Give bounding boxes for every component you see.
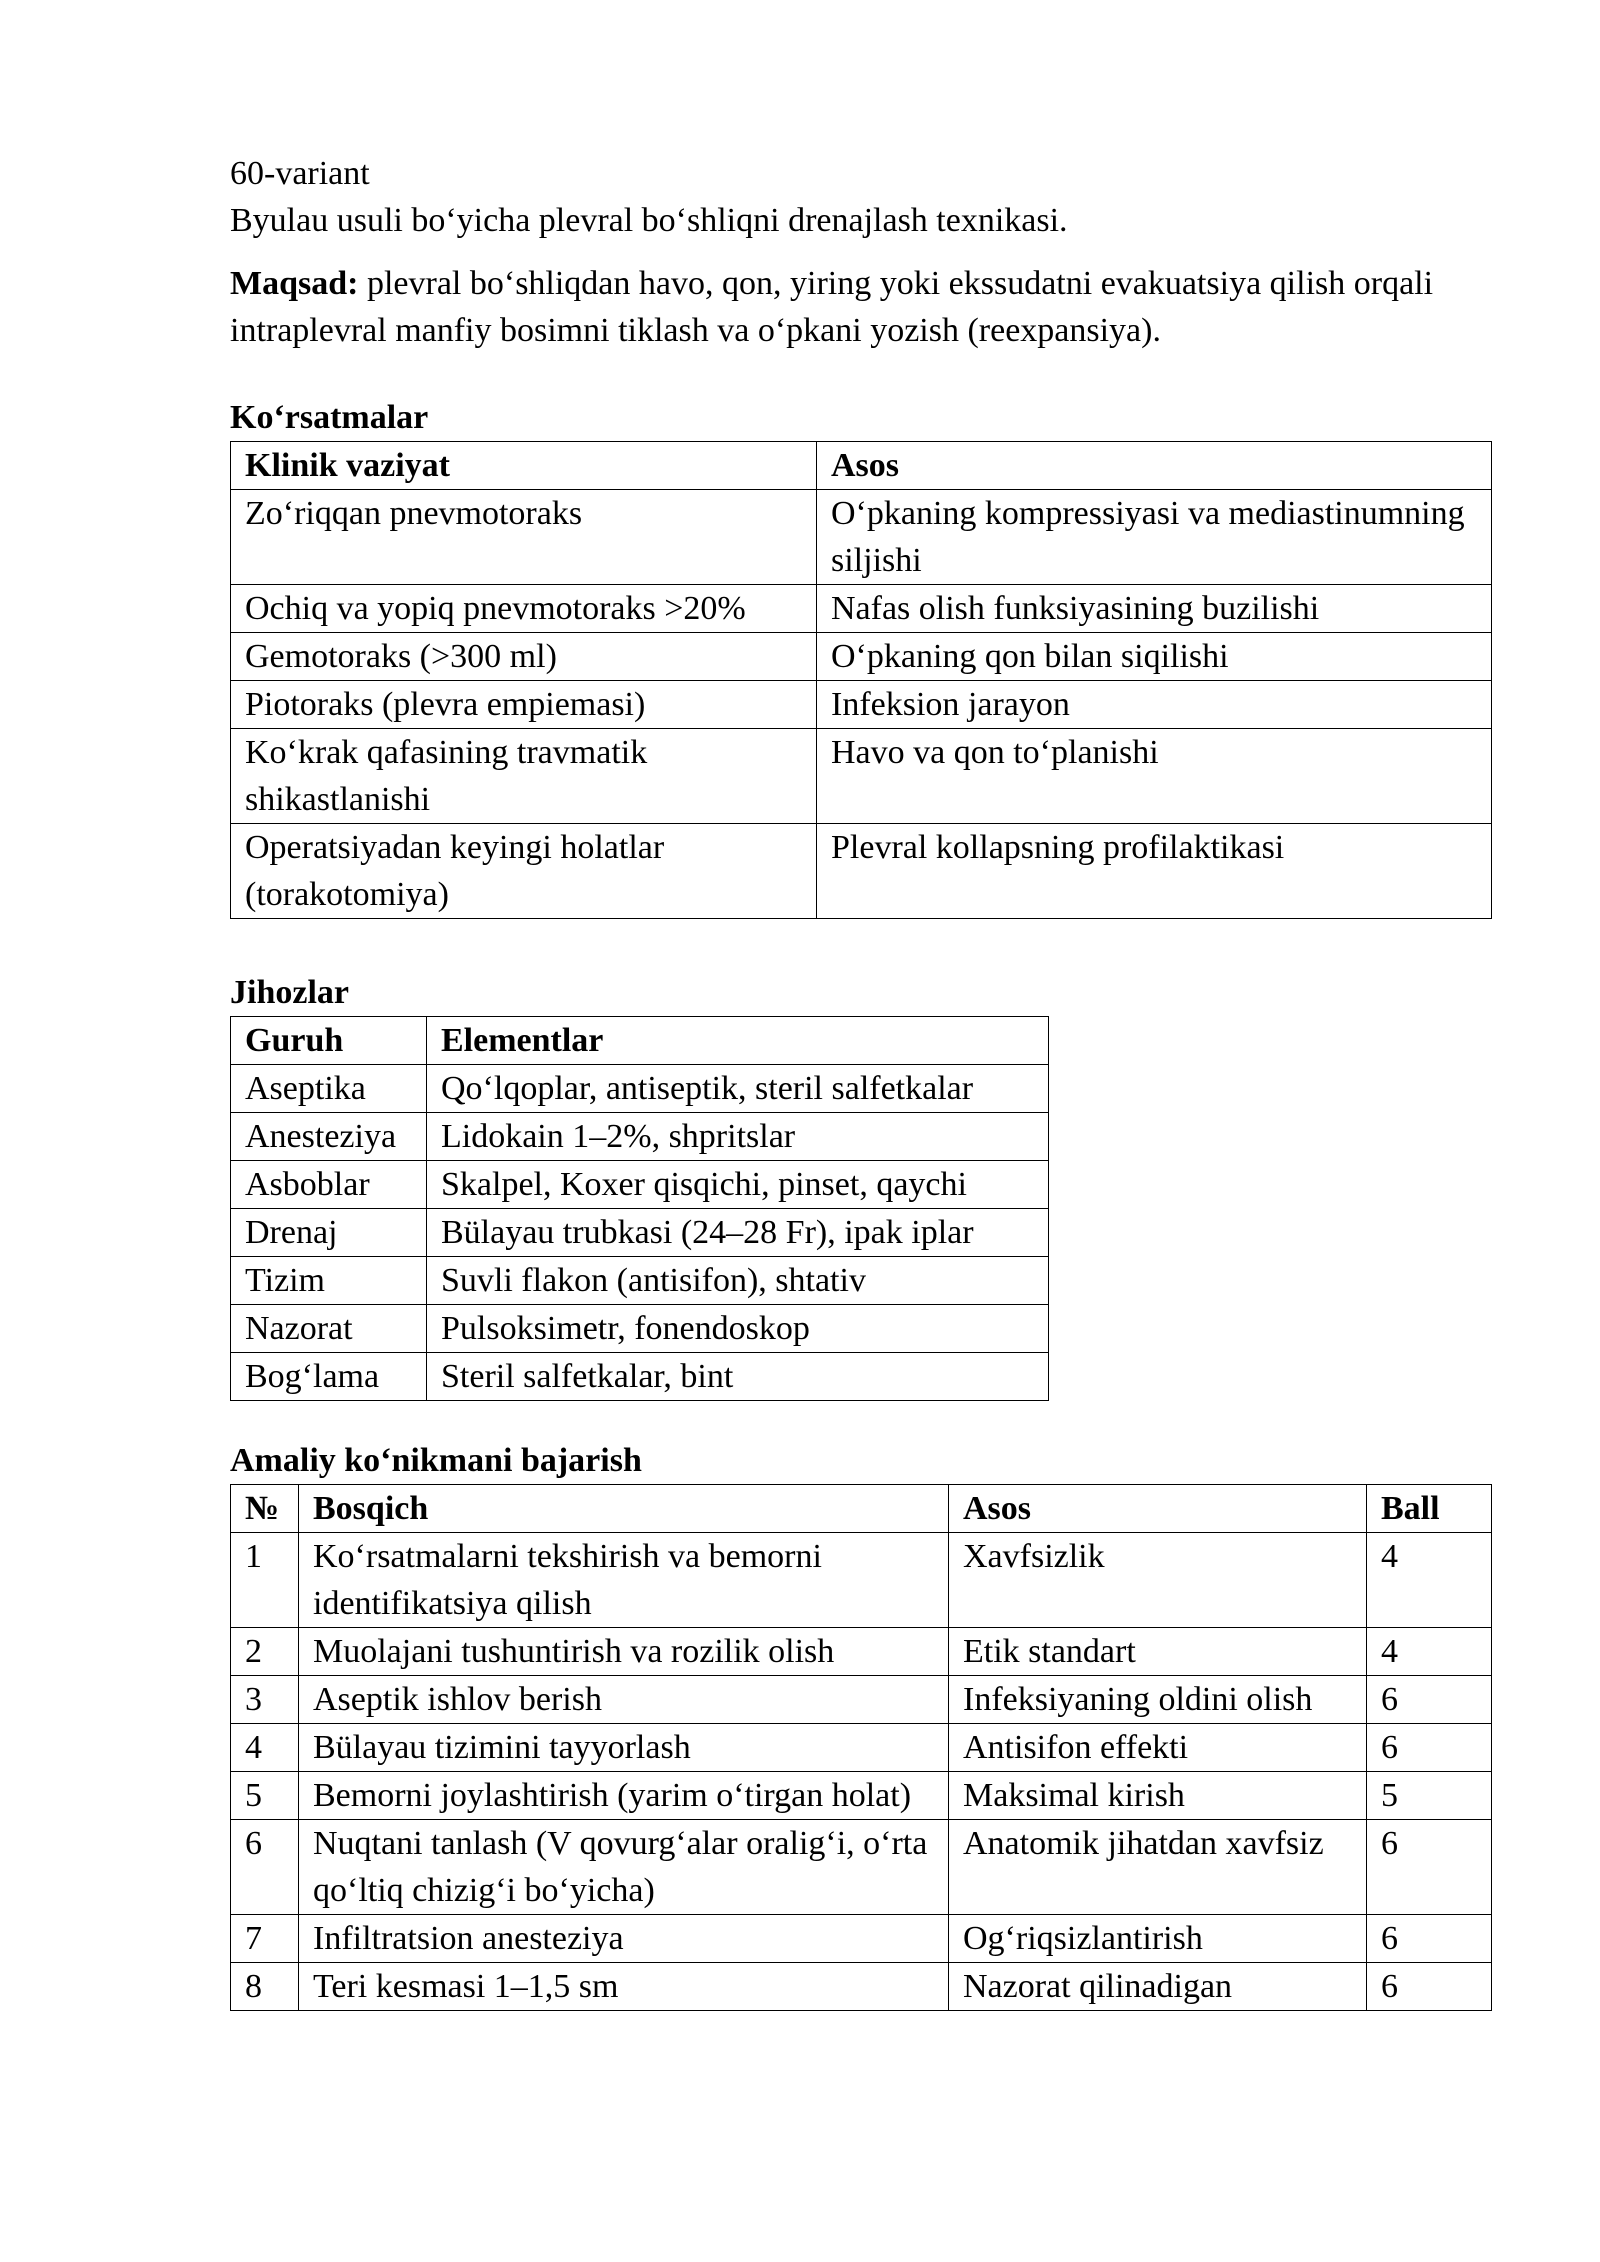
equipment-cell: Bülayau trubkasi (24–28 Fr), ipak iplar [427, 1209, 1049, 1257]
procedure-cell: 6 [1367, 1963, 1492, 2011]
indications-cell: Piotoraks (plevra empiemasi) [231, 681, 817, 729]
procedure-row [231, 1724, 1492, 1772]
equipment-row [231, 1113, 1049, 1161]
document-page [230, 150, 1490, 2011]
procedure-cell: 6 [1367, 1724, 1492, 1772]
procedure-cell: 6 [231, 1820, 299, 1915]
equipment-cell: Drenaj [231, 1209, 427, 1257]
procedure-header-cell: № [231, 1485, 299, 1533]
procedure-cell: Maksimal kirish [949, 1772, 1367, 1820]
procedure-cell: Nuqtani tanlash (V qovurg‘alar oralig‘i, o‘rta qo‘ltiq chizig‘i bo‘yicha) [299, 1820, 949, 1915]
equipment-header-cell: Guruh [231, 1017, 427, 1065]
procedure-row [231, 1820, 1492, 1915]
procedure-cell: 8 [231, 1963, 299, 2011]
equipment-row [231, 1209, 1049, 1257]
equipment-row [231, 1305, 1049, 1353]
equipment-title: Jihozlar [230, 974, 349, 1011]
variant-number: 60-variant [230, 155, 370, 192]
equipment-cell: Pulsoksimetr, fonendoskop [427, 1305, 1049, 1353]
procedure-cell: Bülayau tizimini tayyorlash [299, 1724, 949, 1772]
equipment-table [230, 1016, 1049, 1401]
indications-title: Ko‘rsatmalar [230, 399, 429, 436]
goal-paragraph [230, 260, 1490, 354]
procedure-row [231, 1628, 1492, 1676]
procedure-row [231, 1963, 1492, 2011]
equipment-cell: Skalpel, Koxer qisqichi, pinset, qaychi [427, 1161, 1049, 1209]
procedure-cell: Anatomik jihatdan xavfsiz [949, 1820, 1367, 1915]
equipment-cell: Bog‘lama [231, 1353, 427, 1401]
procedure-cell: 4 [1367, 1533, 1492, 1628]
indications-header-cell: Asos [817, 442, 1492, 490]
procedure-cell: Aseptik ishlov berish [299, 1676, 949, 1724]
equipment-row [231, 1065, 1049, 1113]
indications-cell: Operatsiyadan keyingi holatlar (torakotomiya) [231, 824, 817, 919]
equipment-row [231, 1257, 1049, 1305]
equipment-cell: Suvli flakon (antisifon), shtativ [427, 1257, 1049, 1305]
procedure-row [231, 1772, 1492, 1820]
procedure-cell: Ko‘rsatmalarni tekshirish va bemorni identifikatsiya qilish [299, 1533, 949, 1628]
indications-row [231, 633, 1492, 681]
indications-cell: Zo‘riqqan pnevmotoraks [231, 490, 817, 585]
procedure-cell: 6 [1367, 1915, 1492, 1963]
procedure-cell: 2 [231, 1628, 299, 1676]
procedure-row [231, 1915, 1492, 1963]
indications-row [231, 585, 1492, 633]
procedure-cell: 7 [231, 1915, 299, 1963]
indications-header-cell: Klinik vaziyat [231, 442, 817, 490]
indications-cell: Nafas olish funksiyasining buzilishi [817, 585, 1492, 633]
procedure-cell: 4 [231, 1724, 299, 1772]
procedure-row [231, 1676, 1492, 1724]
goal-label: Maqsad: [230, 265, 359, 302]
procedure-cell: 5 [231, 1772, 299, 1820]
equipment-cell: Tizim [231, 1257, 427, 1305]
equipment-cell: Lidokain 1–2%, shpritslar [427, 1113, 1049, 1161]
indications-cell: Havo va qon to‘planishi [817, 729, 1492, 824]
indications-cell: O‘pkaning kompressiyasi va mediastinumning siljishi [817, 490, 1492, 585]
procedure-cell: 3 [231, 1676, 299, 1724]
procedure-cell: 1 [231, 1533, 299, 1628]
procedure-header-cell: Asos [949, 1485, 1367, 1533]
document-subject: Byulau usuli bo‘yicha plevral bo‘shliqni drenajlash texnikasi. [230, 202, 1068, 239]
equipment-cell: Anesteziya [231, 1113, 427, 1161]
equipment-header-row [231, 1017, 1049, 1065]
equipment-cell: Aseptika [231, 1065, 427, 1113]
procedure-header-cell: Bosqich [299, 1485, 949, 1533]
procedure-cell: Infiltratsion anesteziya [299, 1915, 949, 1963]
indications-row [231, 729, 1492, 824]
equipment-cell: Asboblar [231, 1161, 427, 1209]
equipment-cell: Steril salfetkalar, bint [427, 1353, 1049, 1401]
procedure-cell: Bemorni joylashtirish (yarim o‘tirgan holat) [299, 1772, 949, 1820]
indications-cell: O‘pkaning qon bilan siqilishi [817, 633, 1492, 681]
equipment-header-cell: Elementlar [427, 1017, 1049, 1065]
procedure-cell: Nazorat qilinadigan [949, 1963, 1367, 2011]
equipment-cell: Qo‘lqoplar, antiseptik, steril salfetkalar [427, 1065, 1049, 1113]
indications-cell: Plevral kollapsning profilaktikasi [817, 824, 1492, 919]
indications-row [231, 681, 1492, 729]
procedure-cell: Etik standart [949, 1628, 1367, 1676]
indications-table [230, 441, 1492, 919]
indications-cell: Ochiq va yopiq pnevmotoraks >20% [231, 585, 817, 633]
indications-cell: Infeksion jarayon [817, 681, 1492, 729]
procedure-cell: Og‘riqsizlantirish [949, 1915, 1367, 1963]
goal-text: plevral bo‘shliqdan havo, qon, yiring yoki ekssudatni evakuatsiya qilish orqali intraplevral manfiy bosimni tiklash va o‘pkani yozish (reexpansiya). [230, 265, 1434, 349]
procedure-cell: Infeksiyaning oldini olish [949, 1676, 1367, 1724]
equipment-row [231, 1161, 1049, 1209]
procedure-header-row [231, 1485, 1492, 1533]
procedure-cell: Teri kesmasi 1–1,5 sm [299, 1963, 949, 2011]
procedure-cell: 6 [1367, 1676, 1492, 1724]
indications-cell: Ko‘krak qafasining travmatik shikastlanishi [231, 729, 817, 824]
equipment-row [231, 1353, 1049, 1401]
indications-row [231, 490, 1492, 585]
procedure-cell: Muolajani tushuntirish va rozilik olish [299, 1628, 949, 1676]
procedure-header-cell: Ball [1367, 1485, 1492, 1533]
procedure-cell: 4 [1367, 1628, 1492, 1676]
indications-header-row [231, 442, 1492, 490]
procedure-table [230, 1484, 1492, 2011]
procedure-cell: 5 [1367, 1772, 1492, 1820]
equipment-cell: Nazorat [231, 1305, 427, 1353]
procedure-row [231, 1533, 1492, 1628]
procedure-cell: Antisifon effekti [949, 1724, 1367, 1772]
procedure-title: Amaliy ko‘nikmani bajarish [230, 1442, 642, 1479]
indications-cell: Gemotoraks (>300 ml) [231, 633, 817, 681]
indications-row [231, 824, 1492, 919]
procedure-cell: Xavfsizlik [949, 1533, 1367, 1628]
procedure-cell: 6 [1367, 1820, 1492, 1915]
